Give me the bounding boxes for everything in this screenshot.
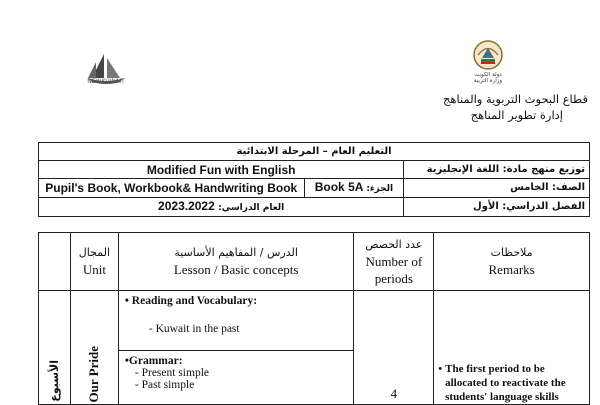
book-part-value: Book 5A [314,180,363,194]
left-logo-caption [76,78,136,85]
grade-label: الصف: الخامس [404,179,590,198]
education-level: التعليم العام – المرحلة الابتدائية [39,143,590,161]
school-year [39,198,404,217]
info-row-course [39,161,590,179]
periods-header-en: Number of periods [365,253,423,286]
grammar-title-text: Grammar: [128,355,183,367]
curriculum-label: توزيع منهج مادة: اللغة الإنجليزية [404,161,590,179]
school-year-value: 2023.2022 [158,199,215,213]
table-header-row [39,233,590,291]
kuwait-emblem-icon [470,38,506,72]
remarks-header-ar: ملاحظات [490,246,533,259]
emblem-caption-line1: دولة الكويت [474,72,502,78]
remarks-header [434,233,590,291]
curriculum-info-table [38,142,590,217]
emblem-caption-line2: وزارة التربية [473,78,503,84]
term-label: الفصل الدراسي: الأول [404,198,590,217]
course-name: Modified Fun with English [39,161,404,179]
lesson-header [118,233,354,291]
unit-header-ar: المجال [78,246,111,259]
unit-header-en: Unit [82,262,106,277]
week-cell [39,291,71,405]
reading-item-text: Kuwait in the past [155,323,240,335]
periods-header [354,233,434,291]
unit-cell [70,291,118,405]
distribution-table [38,232,590,405]
lesson-header-ar: الدرس / المفاهيم الأساسية [174,246,298,259]
emblem-caption [460,72,516,84]
info-row-books [39,179,590,198]
department-title: إدارة تطوير المناهج [470,108,563,122]
grammar-cell [118,351,354,405]
left-logo-caption-text: NEWKUWAIT [87,78,125,85]
remarks-header-en: Remarks [488,262,535,277]
grammar-title: •Grammar: [124,355,183,367]
reading-cell [118,291,354,351]
remark-item [438,362,585,404]
remarks-cell [434,291,590,405]
reading-title: • Reading and Vocabulary: [124,295,258,307]
info-row-year [39,198,590,217]
unit-name: Our Pride [86,345,102,402]
sector-title: قطاع البحوث التربوية والمناهج [442,92,588,106]
remark-text: The first period to be allocated to reactivate the students' language skills [445,363,566,403]
lesson-header-en: Lesson / Basic concepts [173,262,299,277]
table-row-reading [39,291,590,351]
periods-cell [354,291,434,405]
school-year-label: العام الدراسي: [218,203,285,213]
info-row-level [39,143,590,161]
book-part-label: الجزء: [366,184,394,194]
grammar-item-1: - Present simple [134,367,209,379]
unit-header [70,233,118,291]
new-kuwait-logo-icon [82,48,130,94]
reading-item: - Kuwait in the past [148,323,240,335]
grammar-item-2: - Past simple [134,379,195,391]
week-header-cell [39,233,71,291]
periods-header-ar: عدد الحصص [365,237,423,251]
reading-title-text: Reading and Vocabulary: [131,295,258,307]
periods-value: 4 [390,386,398,401]
book-part [304,179,404,198]
remark-bullet: • [438,363,443,375]
books-list: Pupil's Book, Workbook& Handwriting Book [39,179,305,198]
week-label: الأسبوع [47,360,61,402]
